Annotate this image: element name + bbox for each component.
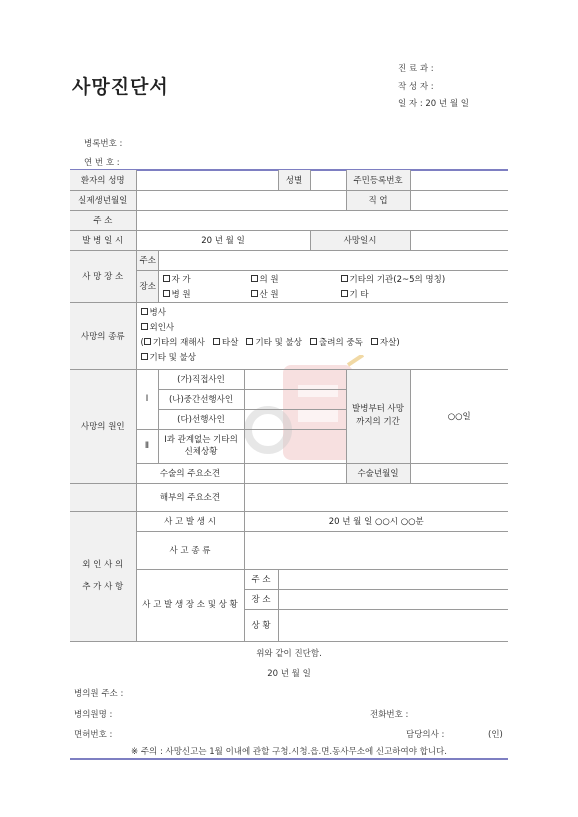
cause-label: 사망의 원인	[70, 369, 136, 483]
address-field[interactable]	[136, 210, 508, 230]
accident-situation-label: 상 황	[244, 609, 278, 641]
checkbox-icon[interactable]	[163, 290, 170, 297]
option-maternity[interactable]: 산 원	[251, 288, 341, 300]
option-external[interactable]: 외인사	[141, 321, 505, 336]
surgery-findings-label: 수술의 주요소견	[136, 463, 244, 483]
accident-place-label: 사 고 발 생 장 소 및 상 황	[136, 569, 244, 641]
option-other[interactable]: 기 타	[341, 288, 505, 300]
resident-no-label: 주민등록번호	[346, 170, 410, 190]
checkbox-icon[interactable]	[144, 338, 151, 345]
cause-direct-label: (가)직접사인	[158, 369, 244, 389]
cause-intermediate-label: (나)중간선행사인	[158, 389, 244, 409]
accident-location-label: 장 소	[244, 589, 278, 609]
surgery-findings-field[interactable]	[244, 463, 346, 483]
cause-preceding-field[interactable]	[244, 409, 346, 429]
clinic-address-label: 병의원 주소 :	[74, 689, 124, 699]
accident-time-value[interactable]: 20 년 월 일 ○○시 ○○분	[244, 511, 508, 531]
option-clinic[interactable]: 의 원	[251, 273, 341, 285]
page-title: 사망진단서	[72, 76, 169, 98]
checkbox-icon[interactable]	[310, 338, 317, 345]
death-date-label: 사망일시	[310, 230, 410, 250]
gender-label: 성별	[278, 170, 310, 190]
checkbox-icon[interactable]	[246, 338, 253, 345]
dept-label: 진 료 과 :	[398, 64, 434, 74]
seal-mark: (인)	[488, 730, 503, 740]
occupation-field[interactable]	[410, 190, 508, 210]
cause-other-field[interactable]	[244, 429, 346, 463]
checkbox-icon[interactable]	[141, 323, 148, 330]
doctor-label: 담당의사 :	[406, 730, 445, 740]
external-cause-label: 외 인 사 의 추 가 사 항	[70, 511, 136, 641]
accident-situation-field[interactable]	[278, 609, 508, 641]
birth-date-field[interactable]	[136, 190, 346, 210]
phone-label: 전화번호 :	[370, 710, 409, 720]
patient-name-field[interactable]	[136, 170, 278, 190]
checkbox-icon[interactable]	[141, 308, 148, 315]
option-homicide[interactable]: 타살	[221, 337, 239, 348]
death-place-options	[158, 270, 508, 302]
accident-type-label: 사 고 종 류	[136, 531, 244, 569]
notice-text: ※ 주의 : 사망신고는 1월 이내에 관할 구청.시청.읍.면.동사무소에 신고하여야 합니다.	[131, 747, 447, 757]
cause-intermediate-field[interactable]	[244, 389, 346, 409]
certify-date: 20 년 월 일	[267, 669, 311, 679]
death-type-label: 사망의 종류	[70, 302, 136, 369]
checkbox-icon[interactable]	[251, 290, 258, 297]
address-label: 주 소	[70, 210, 136, 230]
license-no-label: 면허번호 :	[74, 730, 113, 740]
checkbox-icon[interactable]	[341, 290, 348, 297]
author-label: 작 성 자 :	[398, 82, 434, 92]
cause-preceding-label: (다)선행사인	[158, 409, 244, 429]
option-other-institution[interactable]: 기타의 기관(2~5의 명칭)	[341, 273, 505, 285]
surgery-date-field[interactable]	[410, 463, 508, 483]
resident-no-field[interactable]	[410, 170, 508, 190]
bottom-rule	[70, 758, 508, 760]
accident-location-field[interactable]	[278, 589, 508, 609]
accident-time-label: 사 고 발 생 시	[136, 511, 244, 531]
checkbox-icon[interactable]	[213, 338, 220, 345]
autopsy-findings-field[interactable]	[244, 483, 508, 511]
duration-label: 발병부터 사망까지의 기간	[346, 369, 410, 463]
death-certificate-form	[70, 170, 508, 642]
autopsy-findings-label: 해부의 주요소견	[136, 483, 244, 511]
onset-date-label: 발 병 일 시	[70, 230, 136, 250]
cause-roman-2: Ⅱ	[136, 429, 158, 463]
checkbox-icon[interactable]	[251, 275, 258, 282]
option-other-accident[interactable]: 기타의 재해사	[152, 337, 205, 348]
death-date-field[interactable]	[410, 230, 508, 250]
serial-no-label: 연 번 호 :	[84, 158, 120, 168]
death-place-location-label: 장소	[136, 270, 158, 302]
death-place-label: 사 망 장 소	[70, 250, 136, 302]
occupation-label: 직 업	[346, 190, 410, 210]
certify-text: 위와 같이 진단함.	[256, 649, 322, 659]
accident-addr-label: 주 소	[244, 569, 278, 589]
clinic-name-label: 병의원명 :	[74, 710, 113, 720]
option-disease[interactable]: 병사	[141, 306, 505, 321]
death-place-addr-field[interactable]	[158, 250, 508, 270]
date-label: 일 자 : 20 년 월 일	[398, 99, 469, 109]
onset-date-value[interactable]: 20 년 월 일	[136, 230, 310, 250]
checkbox-icon[interactable]	[141, 353, 148, 360]
option-hospital[interactable]: 병 원	[163, 288, 251, 300]
death-place-addr-label: 주소	[136, 250, 158, 270]
checkbox-icon[interactable]	[371, 338, 378, 345]
checkbox-icon[interactable]	[341, 275, 348, 282]
accident-addr-field[interactable]	[278, 569, 508, 589]
checkbox-icon[interactable]	[163, 275, 170, 282]
cause-roman-1: Ⅰ	[136, 369, 158, 429]
surgery-date-label: 수술년월일	[346, 463, 410, 483]
death-type-options	[136, 302, 508, 369]
cause-other-label: Ⅰ과 관계없는 기타의 신체상황	[158, 429, 244, 463]
accident-type-field[interactable]	[244, 531, 508, 569]
duration-value[interactable]: ○○일	[410, 369, 508, 463]
option-other-unknown[interactable]: 기타 및 불상	[255, 337, 302, 348]
patient-name-label: 환자의 성명	[70, 170, 136, 190]
option-suicide[interactable]: 자살)	[379, 337, 400, 348]
ward-no-label: 병록번호 :	[84, 139, 123, 149]
option-home[interactable]: 자 가	[163, 273, 251, 285]
option-unknown[interactable]: 기타 및 불상	[141, 351, 505, 366]
gender-field[interactable]	[310, 170, 346, 190]
birth-date-label: 실제생년월일	[70, 190, 136, 210]
paren-open: (	[140, 337, 144, 348]
option-poisoning[interactable]: 중독	[346, 337, 363, 348]
cause-direct-field[interactable]	[244, 369, 346, 389]
option-accident-label[interactable]: 출려의	[319, 337, 344, 348]
